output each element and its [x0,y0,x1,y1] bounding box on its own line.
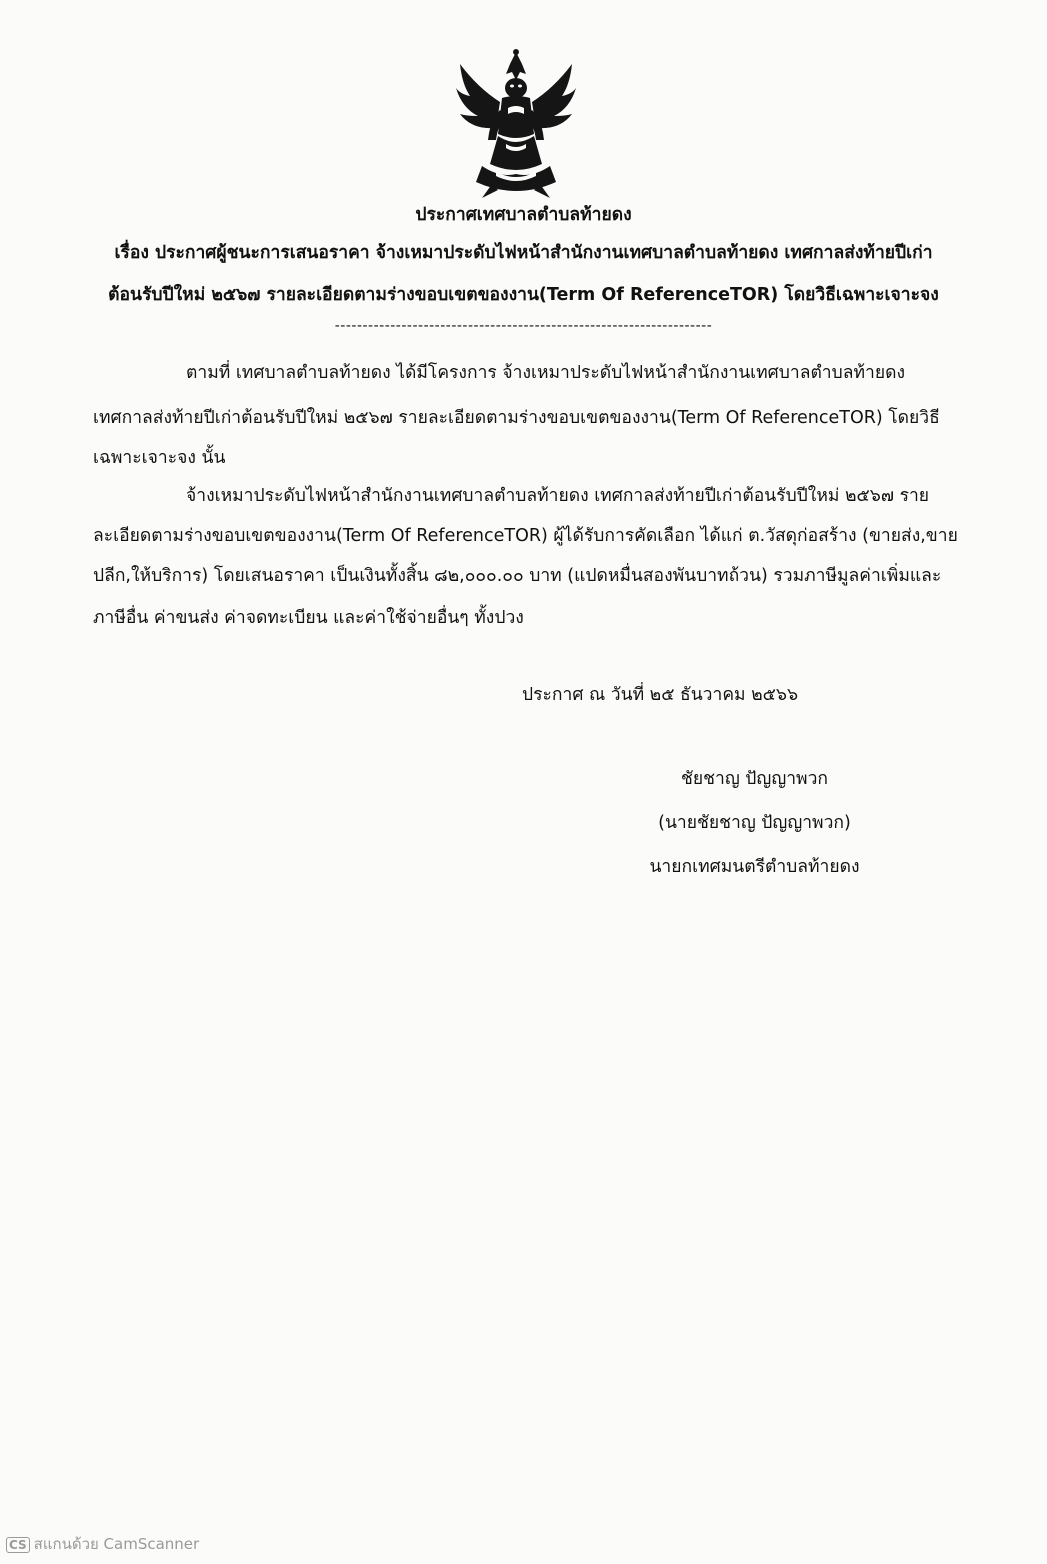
garuda-emblem-icon [452,44,580,200]
scanner-watermark [6,1532,199,1556]
camscanner-logo-icon: CS [6,1537,30,1553]
paragraph-1-line-3: เฉพาะเจาะจง นั้น [93,448,226,468]
paragraph-2-line-4: ภาษีอื่น ค่าขนส่ง ค่าจดทะเบียน และค่าใช้จ่ายอื่นๆ ทั้งปวง [93,608,524,628]
signer-position: นายกเทศมนตรีตำบลท้ายดง [649,857,860,877]
paragraph-2-line-1: จ้างเหมาประดับไฟหน้าสำนักงานเทศบาลตำบลท้ายดง เทศกาลส่งท้ายปีเก่าต้อนรับปีใหม่ ๒๕๖๗ ราย [186,486,930,506]
subject-line-1: เรื่อง ประกาศผู้ชนะการเสนอราคา จ้างเหมาประดับไฟหน้าสำนักงานเทศบาลตำบลท้ายดง เทศกาลส่งท้ายปีเก่า [114,243,933,263]
paragraph-2-line-3: ปลีก,ให้บริการ) โดยเสนอราคา เป็นเงินทั้งสิ้น ๘๒,๐๐๐.๐๐ บาท (แปดหมื่นสองพันบาทถ้วน) รวมภาษีมูลค่าเพิ่มและ [93,566,942,586]
signer-position-row [0,852,1047,880]
signature-block [0,764,1047,792]
signer-fullname-row [0,808,1047,836]
document-title: ประกาศเทศบาลตำบลท้ายดง [415,205,632,225]
signer-fullname: (นายชัยชาญ ปัญญาพวก) [658,813,851,833]
separator-line: -------------------------------------------------------------------- [334,318,713,334]
subject-line-2: ต้อนรับปีใหม่ ๒๕๖๗ รายละเอียดตามร่างขอบเขตของงาน(Term Of ReferenceTOR) โดยวิธีเฉพาะเจาะจง [108,285,939,305]
paragraph-1-line-2: เทศกาลส่งท้ายปีเก่าต้อนรับปีใหม่ ๒๕๖๗ รายละเอียดตามร่างขอบเขตของงาน(Term Of ReferenceTOR) โดยวิธี [93,408,940,428]
paragraph-1-line-1: ตามที่ เทศบาลตำบลท้ายดง ได้มีโครงการ จ้างเหมาประดับไฟหน้าสำนักงานเทศบาลตำบลท้ายดง [186,363,905,383]
signature-name: ชัยชาญ ปัญญาพวก [680,769,829,789]
announcement-date: ประกาศ ณ วันที่ ๒๕ ธันวาคม ๒๕๖๖ [522,685,799,705]
paragraph-2-line-2: ละเอียดตามร่างขอบเขตของงาน(Term Of ReferenceTOR) ผู้ได้รับการคัดเลือก ได้แก่ ต.วัสดุก่อสร้าง (ขายส่ง,ขาย [93,526,958,546]
watermark-text: สแกนด้วย CamScanner [33,1535,200,1553]
